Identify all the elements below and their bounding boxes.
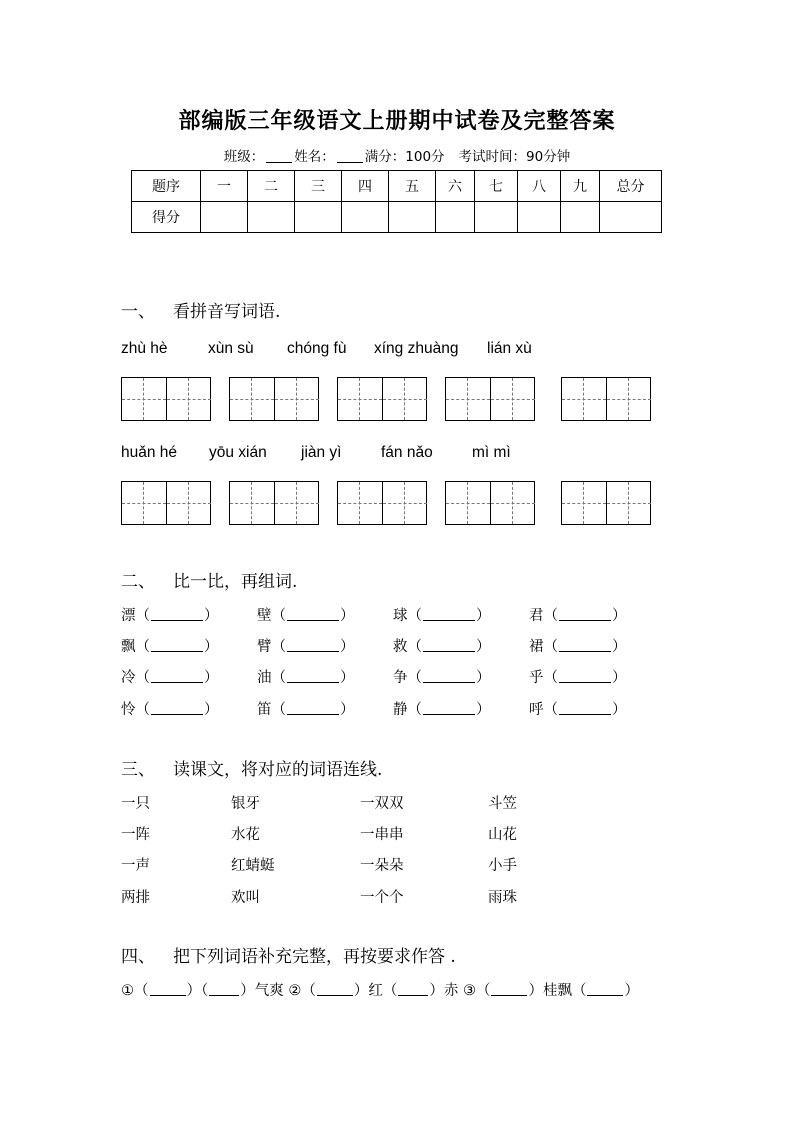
answer-blank[interactable] — [559, 702, 611, 715]
section-number: 一、 — [121, 302, 155, 322]
compare-item: 壁（ ） — [257, 608, 355, 624]
compare-item: 飘（ ） — [121, 639, 219, 655]
header-cell: 二 — [248, 171, 295, 202]
match-word[interactable]: 一双双 — [360, 796, 404, 812]
header-cell: 三 — [295, 171, 342, 202]
compare-item: 球（ ） — [393, 608, 491, 624]
header-cell: 五 — [389, 171, 436, 202]
match-word[interactable]: 一只 — [121, 796, 150, 812]
writing-grid[interactable] — [561, 481, 651, 525]
compare-item: 笛（ ） — [257, 702, 355, 718]
answer-blank[interactable] — [287, 670, 339, 683]
writing-grid[interactable] — [229, 377, 319, 421]
score-cell[interactable] — [436, 202, 475, 233]
section-3-heading — [121, 755, 382, 780]
pinyin-4: xíng zhuàng — [374, 340, 459, 357]
header-cell: 一 — [201, 171, 248, 202]
section-number: 二、 — [121, 572, 155, 592]
compare-item: 油（ ） — [257, 670, 355, 686]
writing-grid[interactable] — [445, 481, 535, 525]
score-cell[interactable] — [342, 202, 389, 233]
pinyin-8: jiàn yì — [301, 444, 342, 461]
answer-blank[interactable] — [151, 608, 203, 621]
section-4-heading — [121, 942, 456, 967]
writing-grid[interactable] — [445, 377, 535, 421]
answer-blank[interactable] — [287, 639, 339, 652]
header-cell: 总分 — [600, 171, 662, 202]
answer-blank[interactable] — [209, 983, 239, 996]
writing-grid[interactable] — [229, 481, 319, 525]
score-cell[interactable] — [389, 202, 436, 233]
pinyin-5: lián xù — [487, 340, 532, 357]
header-cell: 七 — [475, 171, 518, 202]
answer-blank[interactable] — [317, 983, 353, 996]
score-table-row — [132, 202, 662, 233]
row-label: 得分 — [132, 202, 201, 233]
answer-blank[interactable] — [423, 639, 475, 652]
match-word[interactable]: 水花 — [231, 827, 260, 843]
class-blank[interactable] — [266, 150, 292, 163]
answer-blank[interactable] — [398, 983, 428, 996]
match-word[interactable]: 雨珠 — [488, 890, 517, 906]
header-cell: 九 — [561, 171, 600, 202]
section-text: 看拼音写词语. — [173, 302, 281, 322]
name-label: 姓名： — [294, 149, 335, 165]
section-1-heading — [121, 297, 280, 322]
score-cell[interactable] — [518, 202, 561, 233]
score-cell[interactable] — [475, 202, 518, 233]
answer-blank[interactable] — [423, 608, 475, 621]
section-text: 读课文，将对应的词语连线. — [173, 760, 383, 780]
score-table-header — [132, 171, 662, 202]
writing-grid[interactable] — [337, 377, 427, 421]
section-text: 把下列词语补充完整，再按要求作答 . — [173, 947, 456, 967]
full-score: 满分：100分 — [364, 149, 445, 165]
writing-grid[interactable] — [561, 377, 651, 421]
fill-in-line: ①（ ）（ ）气爽 ②（ ）红（ ）赤 ③（ ）桂飘（ ） — [121, 983, 639, 999]
match-word[interactable]: 银牙 — [231, 796, 260, 812]
section-text: 比一比，再组词. — [173, 572, 298, 592]
answer-blank[interactable] — [559, 608, 611, 621]
pinyin-7: yōu xián — [209, 444, 267, 461]
compare-item: 呼（ ） — [529, 702, 627, 718]
score-cell[interactable] — [248, 202, 295, 233]
section-2-heading — [121, 567, 297, 592]
match-word[interactable]: 一阵 — [121, 827, 150, 843]
writing-grid[interactable] — [121, 481, 211, 525]
pinyin-10: mì mì — [472, 444, 511, 461]
header-cell: 四 — [342, 171, 389, 202]
class-label: 班级： — [223, 149, 265, 165]
pinyin-3: chóng fù — [287, 340, 347, 357]
compare-item: 乎（ ） — [529, 670, 627, 686]
name-blank[interactable] — [337, 150, 363, 163]
match-word[interactable]: 一个个 — [360, 890, 404, 906]
answer-blank[interactable] — [151, 639, 203, 652]
exam-time: 考试时间：90分钟 — [458, 149, 571, 165]
writing-grid[interactable] — [121, 377, 211, 421]
answer-blank[interactable] — [587, 983, 623, 996]
header-cell: 六 — [436, 171, 475, 202]
compare-item: 怜（ ） — [121, 702, 219, 718]
score-cell[interactable] — [201, 202, 248, 233]
compare-item: 救（ ） — [393, 639, 491, 655]
answer-blank[interactable] — [491, 983, 527, 996]
match-word[interactable]: 红蜻蜓 — [231, 858, 275, 874]
section-number: 四、 — [121, 947, 155, 967]
match-word[interactable]: 小手 — [488, 858, 517, 874]
match-word[interactable]: 欢叫 — [231, 890, 260, 906]
pinyin-1: zhù hè — [121, 340, 168, 357]
writing-grid[interactable] — [337, 481, 427, 525]
match-word[interactable]: 一串串 — [360, 827, 404, 843]
compare-item: 臂（ ） — [257, 639, 355, 655]
compare-item: 漂（ ） — [121, 608, 219, 624]
match-word[interactable]: 一朵朵 — [360, 858, 404, 874]
pinyin-6: huǎn hé — [121, 444, 178, 461]
answer-blank[interactable] — [423, 702, 475, 715]
compare-item: 君（ ） — [529, 608, 627, 624]
pinyin-9: fán nǎo — [381, 444, 433, 461]
match-word[interactable]: 山花 — [488, 827, 517, 843]
compare-item: 裙（ ） — [529, 639, 627, 655]
score-cell[interactable] — [561, 202, 600, 233]
header-cell: 八 — [518, 171, 561, 202]
answer-blank[interactable] — [150, 983, 186, 996]
answer-blank[interactable] — [423, 670, 475, 683]
answer-blank[interactable] — [151, 670, 203, 683]
exam-title: 部编版三年级语文上册期中试卷及完整答案 — [178, 108, 616, 134]
answer-blank[interactable] — [559, 639, 611, 652]
pinyin-2: xùn sù — [208, 340, 254, 357]
exam-info — [0, 145, 794, 165]
match-word[interactable]: 斗笠 — [488, 796, 517, 812]
answer-blank[interactable] — [287, 608, 339, 621]
answer-blank[interactable] — [151, 702, 203, 715]
score-cell[interactable] — [600, 202, 662, 233]
compare-item: 静（ ） — [393, 702, 491, 718]
score-cell[interactable] — [295, 202, 342, 233]
match-word[interactable]: 两排 — [121, 890, 150, 906]
answer-blank[interactable] — [559, 670, 611, 683]
match-word[interactable]: 一声 — [121, 858, 150, 874]
section-number: 三、 — [121, 760, 155, 780]
header-cell: 题序 — [132, 171, 201, 202]
compare-item: 争（ ） — [393, 670, 491, 686]
score-table — [131, 170, 662, 233]
compare-item: 冷（ ） — [121, 670, 219, 686]
answer-blank[interactable] — [287, 702, 339, 715]
